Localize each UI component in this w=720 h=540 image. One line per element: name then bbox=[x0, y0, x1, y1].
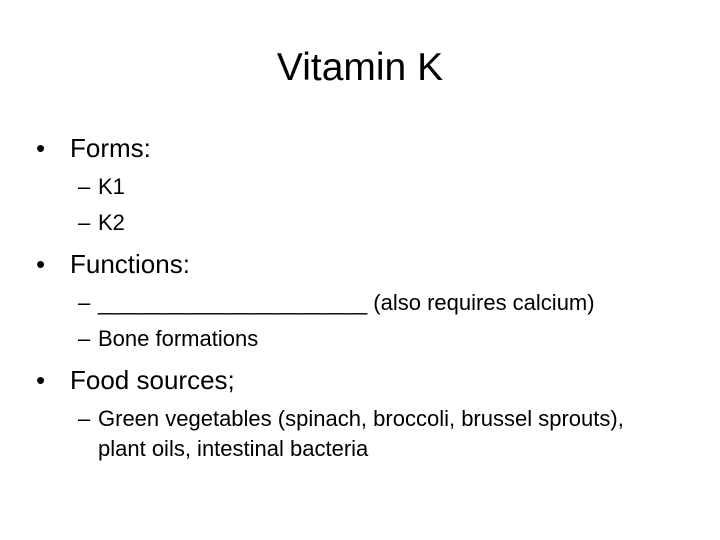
bullet-icon: • bbox=[36, 365, 46, 395]
bullet-heading: Forms: bbox=[70, 133, 151, 163]
dash-icon: – bbox=[78, 210, 91, 235]
sub-item-text: ______________________ (also requires calcium) bbox=[98, 290, 595, 315]
sub-item-text: K2 bbox=[98, 210, 125, 235]
sub-item-bone-formations bbox=[78, 324, 259, 354]
sub-item-green-vegetables bbox=[78, 404, 638, 464]
bullet-icon: • bbox=[36, 133, 46, 163]
slide-title: Vitamin K bbox=[276, 46, 444, 89]
dash-icon: – bbox=[78, 326, 91, 351]
bullet-forms bbox=[36, 132, 151, 164]
bullet-heading: Functions: bbox=[70, 249, 190, 279]
bullet-heading: Food sources; bbox=[70, 365, 235, 395]
bullet-functions bbox=[36, 248, 190, 280]
sub-item-text: Bone formations bbox=[98, 326, 259, 351]
dash-icon: – bbox=[78, 174, 91, 199]
bullet-food-sources bbox=[36, 364, 235, 396]
sub-item-k1 bbox=[78, 172, 125, 202]
dash-icon: – bbox=[78, 406, 91, 431]
sub-item-text: K1 bbox=[98, 174, 125, 199]
sub-item-k2 bbox=[78, 208, 125, 238]
sub-item-blank-calcium bbox=[78, 288, 595, 318]
dash-icon: – bbox=[78, 290, 91, 315]
sub-item-text: Green vegetables (spinach, broccoli, brussel sprouts), plant oils, intestinal bacteria bbox=[98, 406, 624, 461]
bullet-icon: • bbox=[36, 249, 46, 279]
